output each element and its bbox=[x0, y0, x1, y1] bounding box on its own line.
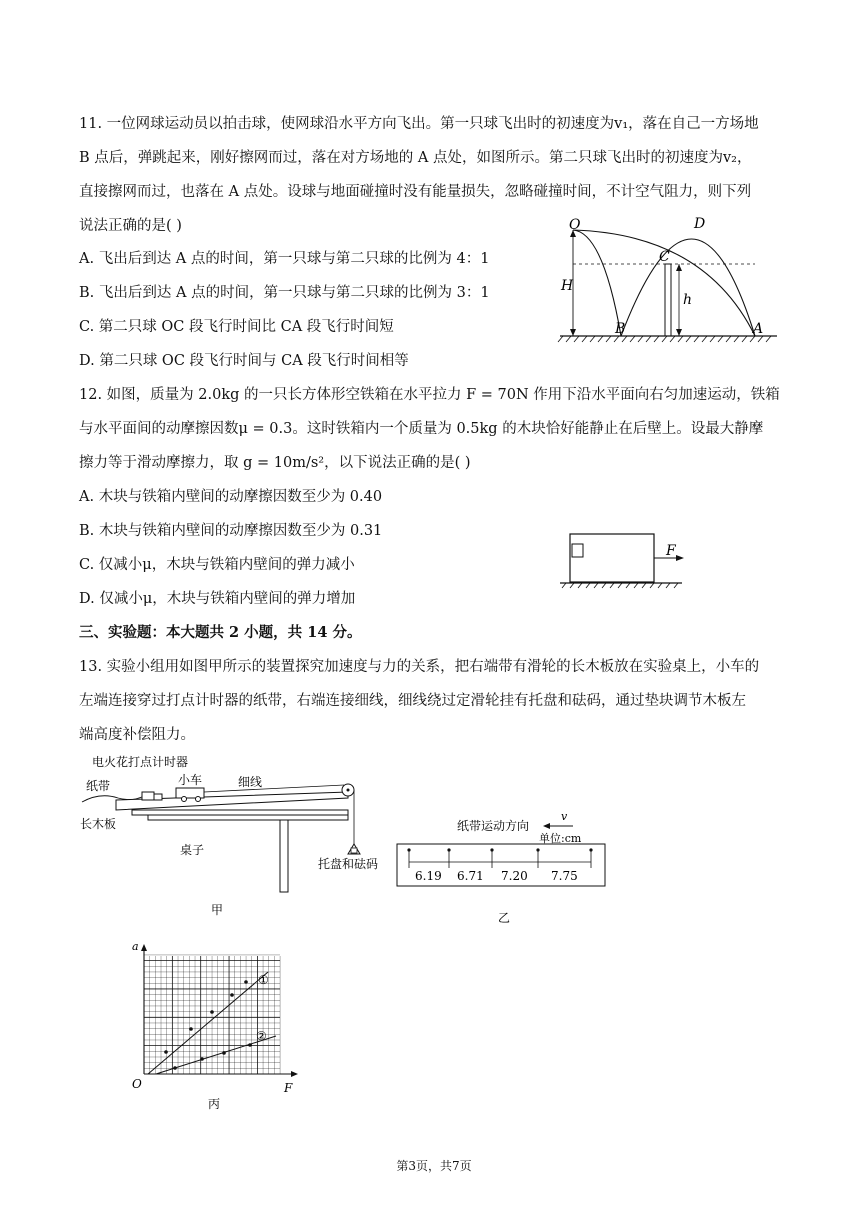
label-b: B bbox=[615, 321, 626, 337]
q11-trajectory-figure bbox=[555, 212, 785, 347]
label-board: 长木板 bbox=[80, 817, 117, 831]
line-1-label: ① bbox=[258, 973, 269, 987]
q12-line-3: 擦力等于滑动摩擦力，取 g = 10m/s²，以下说法正确的是( ) bbox=[79, 455, 471, 471]
label-tray: 托盘和砝码 bbox=[318, 857, 379, 871]
q11-option-d: D. 第二只球 OC 段飞行时间与 CA 段飞行时间相等 bbox=[79, 353, 409, 369]
label-h-small: h bbox=[683, 292, 693, 308]
q11-line-1: 11. 一位网球运动员以拍击球，使网球沿水平方向飞出。第一只球飞出时的初速度为v₁，落在自己一方场地 bbox=[79, 116, 759, 132]
q12-option-a: A. 木块与铁箱内壁间的动摩擦因数至少为 0.40 bbox=[79, 489, 383, 505]
page-footer: 第3页，共7页 bbox=[396, 1159, 472, 1173]
q13-line-2: 左端连接穿过打点计时器的纸带，右端连接细线，细线绕过定滑轮挂有托盘和砝码，通过垫块调节木板左 bbox=[79, 693, 746, 709]
q12-option-c: C. 仅减小μ，木块与铁箱内壁间的弹力减小 bbox=[79, 557, 355, 573]
label-v: v bbox=[561, 810, 568, 823]
caption-bing: 丙 bbox=[208, 1097, 221, 1111]
label-timer: 电火花打点计时器 bbox=[92, 755, 189, 769]
label-o: O bbox=[569, 217, 581, 233]
q11-line-2: B 点后，弹跳起来，刚好擦网而过，落在对方场地的 A 点处，如图所示。第二只球飞出时的初速度为v₂， bbox=[79, 150, 752, 166]
line-2-label: ② bbox=[256, 1029, 267, 1043]
q11-option-a: A. 飞出后到达 A 点的时间，第一只球与第二只球的比例为 4：1 bbox=[79, 251, 490, 267]
q11-option-c: C. 第二只球 OC 段飞行时间比 CA 段飞行时间短 bbox=[79, 319, 394, 335]
segment-3: 7.20 bbox=[501, 869, 528, 883]
label-d: D bbox=[694, 216, 706, 232]
label-direction: 纸带运动方向 bbox=[457, 819, 530, 833]
q11-line-4: 说法正确的是( ) bbox=[79, 218, 182, 234]
q12-line-2: 与水平面间的动摩擦因数μ = 0.3。这时铁箱内一个质量为 0.5kg 的木块恰好能静止在后壁上。设最大静摩 bbox=[79, 421, 764, 437]
q12-option-d: D. 仅减小μ，木块与铁箱内壁间的弹力增加 bbox=[79, 591, 356, 607]
label-unit: 单位:cm bbox=[539, 832, 582, 845]
axis-a: a bbox=[132, 940, 139, 953]
q13-graph-figure bbox=[128, 938, 308, 1116]
label-table: 桌子 bbox=[180, 843, 205, 857]
label-tape: 纸带 bbox=[86, 779, 111, 793]
label-f: F bbox=[666, 543, 676, 559]
origin-o: O bbox=[132, 1077, 142, 1091]
q13-apparatus-figure bbox=[80, 752, 400, 922]
label-h-big: H bbox=[561, 278, 574, 294]
caption-yi: 乙 bbox=[498, 911, 511, 925]
axis-f: F bbox=[284, 1081, 293, 1095]
q13-line-1: 13. 实验小组用如图甲所示的装置探究加速度与力的关系，把右端带有滑轮的长木板放在实验桌上，小车的 bbox=[79, 659, 760, 675]
q13-tape-figure bbox=[395, 810, 615, 925]
label-string: 细线 bbox=[238, 775, 263, 789]
q12-line-1: 12. 如图，质量为 2.0kg 的一只长方体形空铁箱在水平拉力 F = 70N 作用下沿水平面向右匀加速运动，铁箱 bbox=[79, 387, 780, 403]
segment-4: 7.75 bbox=[551, 869, 578, 883]
segment-1: 6.19 bbox=[415, 869, 442, 883]
q12-option-b: B. 木块与铁箱内壁间的动摩擦因数至少为 0.31 bbox=[79, 523, 383, 539]
q13-line-3: 端高度补偿阻力。 bbox=[79, 727, 195, 743]
q11-line-3: 直接擦网而过，也落在 A 点处。设球与地面碰撞时没有能量损失，忽略碰撞时间，不计空气阻力，则下列 bbox=[79, 184, 752, 200]
caption-jia: 甲 bbox=[211, 903, 224, 917]
label-a: A bbox=[753, 321, 764, 337]
label-c: C bbox=[659, 249, 670, 265]
section-3-heading: 三、实验题：本大题共 2 小题，共 14 分。 bbox=[79, 624, 362, 641]
segment-2: 6.71 bbox=[457, 869, 484, 883]
q11-option-b: B. 飞出后到达 A 点的时间，第一只球与第二只球的比例为 3：1 bbox=[79, 285, 490, 301]
label-cart: 小车 bbox=[178, 773, 203, 787]
q12-box-figure bbox=[560, 526, 690, 594]
